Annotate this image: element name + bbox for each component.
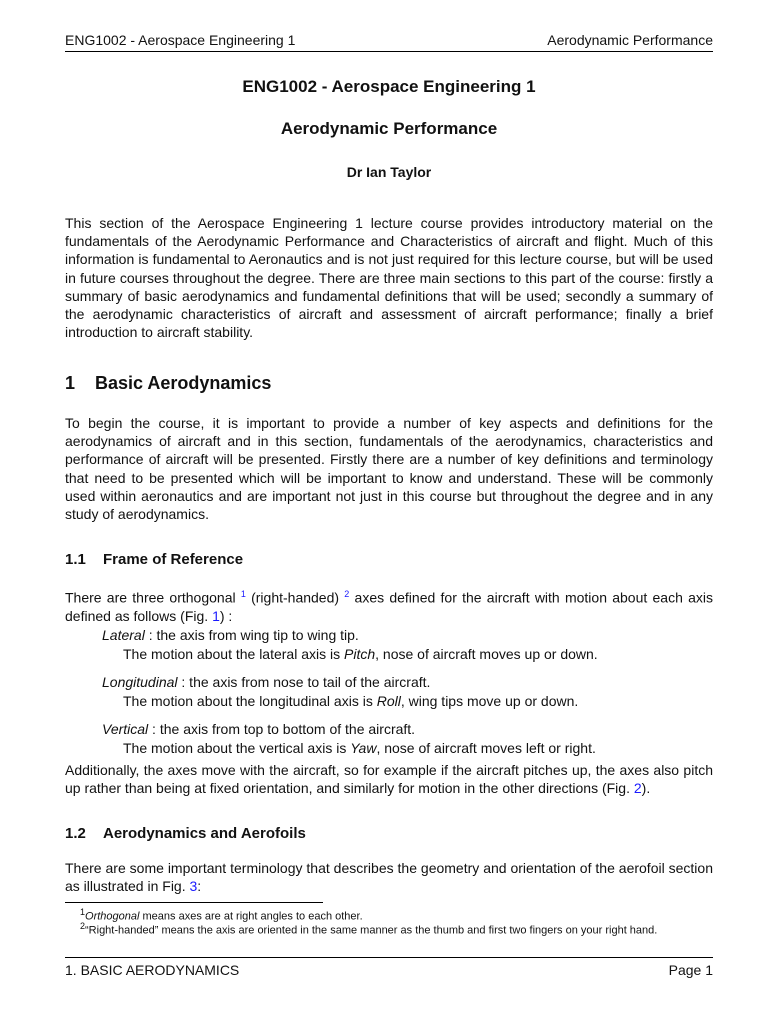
footnote-2: [80, 919, 720, 938]
axis-lateral: [102, 626, 598, 663]
footnote-rule: [65, 902, 323, 903]
axis-term: Longitudinal: [102, 674, 178, 690]
course-title: ENG1002 - Aerospace Engineering 1: [242, 77, 536, 96]
page-number: Page 1: [668, 962, 713, 978]
additional-paragraph: [65, 761, 713, 797]
subsection-title: Aerodynamics and Aerofoils: [103, 825, 306, 842]
additional-text: Additionally, the axes move with the aircraft, so for example if the aircraft pitches up, the axes also pitch up rather than being at fixed orientation, and similarly for motion in the other directions (Fig.: [65, 762, 713, 797]
footnote-mark: 2: [80, 921, 86, 931]
figure-ref-1[interactable]: 1: [212, 607, 220, 624]
section-1-2-heading: [65, 825, 306, 842]
running-header-left: ENG1002 - Aerospace Engineering 1: [65, 32, 296, 48]
lead-text-c: axes defined for the aircraft with motion about each axis defined as follows (Fig.: [65, 589, 713, 624]
frame-of-reference-lead: [65, 585, 713, 625]
footer-section: 1. BASIC AERODYNAMICS: [65, 962, 240, 978]
motion-term: Pitch: [344, 645, 376, 662]
footer-rule: [65, 957, 713, 958]
footnote-term: Orthogonal: [85, 910, 140, 923]
footnote-mark: 1: [80, 907, 86, 917]
footnote-text: “Right-handed” means the axis are oriented in the same manner as the thumb and first two fingers on your right hand.: [85, 924, 658, 937]
lead-text-d: ) :: [219, 607, 233, 624]
lead-text-a: There are three orthogonal: [65, 589, 241, 606]
section-1-1-heading: [65, 551, 243, 568]
author: Dr Ian Taylor: [346, 164, 432, 180]
motion-text-end: , nose of aircraft moves up or down.: [375, 645, 598, 662]
motion-text-end: , nose of aircraft moves left or right.: [376, 739, 596, 756]
motion-text: The motion about the vertical axis is: [123, 739, 351, 756]
additional-text-end: ).: [641, 780, 651, 797]
axis-term: Vertical: [102, 721, 149, 737]
axis-longitudinal: [102, 673, 578, 710]
intro-paragraph: This section of the Aerospace Engineering 1 lecture course provides introductory material on the fundamentals of the Aerodynamic Performance and Characteristics of aircraft and flight. Much of this information is fundamental to Aeronautics and is not just required for this lecture course, but will be used in future courses throughout the degree. There are three main sections to this part of the course: firstly a summary of basic aerodynamics and fundamental definitions that will be used; secondly a summary of the aerodynamic characteristics of aircraft and assessment of aircraft performance; finally a brief introduction to aircraft stability.: [65, 215, 713, 341]
aerofoil-text: There are some important terminology that describes the geometry and orientation of the aerofoil section as illustrated in Fig.: [65, 860, 713, 895]
axis-vertical: [102, 720, 596, 757]
section-1-heading: [65, 373, 271, 394]
section-title: Basic Aerodynamics: [95, 373, 272, 393]
footnote-text: means axes are at right angles to each other.: [139, 910, 363, 923]
figure-ref-2[interactable]: 2: [633, 780, 642, 797]
section-1-paragraph: To begin the course, it is important to provide a number of key aspects and definitions for the aerodynamics of aircraft and in this section, fundamentals of the aerodynamics, characteristics and performance of aircraft will be presented. Firstly there are a number of key definitions and terminology that need to be presented which will be important to know and understand. These will be commonly used within aeronautics and are important not just in this course but throughout the degree and in any study of aerodynamics.: [65, 415, 713, 523]
figure-ref-3[interactable]: 3: [189, 878, 198, 895]
running-header-right: Aerodynamic Performance: [547, 32, 713, 48]
footnote-ref-1[interactable]: 1: [240, 589, 246, 599]
subsection-number: 1.2: [65, 825, 86, 842]
motion-text-end: , wing tips move up or down.: [400, 692, 579, 709]
axis-term: Lateral: [102, 627, 145, 643]
lead-text-b: (right-handed): [245, 589, 345, 606]
axis-def: : the axis from top to bottom of the aircraft.: [148, 721, 416, 737]
axis-def: : the axis from nose to tail of the aircraft.: [177, 674, 431, 690]
subsection-title: Frame of Reference: [103, 551, 244, 568]
motion-term: Roll: [376, 692, 401, 709]
aerofoil-text-end: :: [197, 878, 202, 895]
header-rule: [65, 51, 713, 52]
document-title: Aerodynamic Performance: [280, 119, 498, 138]
motion-text: The motion about the longitudinal axis is: [123, 692, 377, 709]
section-number: 1: [65, 373, 76, 393]
subsection-number: 1.1: [65, 551, 86, 568]
aerofoil-paragraph: [65, 859, 713, 895]
motion-term: Yaw: [350, 739, 377, 756]
motion-text: The motion about the lateral axis is: [123, 645, 345, 662]
axis-def: : the axis from wing tip to wing tip.: [144, 627, 359, 643]
footnote-ref-2[interactable]: 2: [344, 589, 350, 599]
